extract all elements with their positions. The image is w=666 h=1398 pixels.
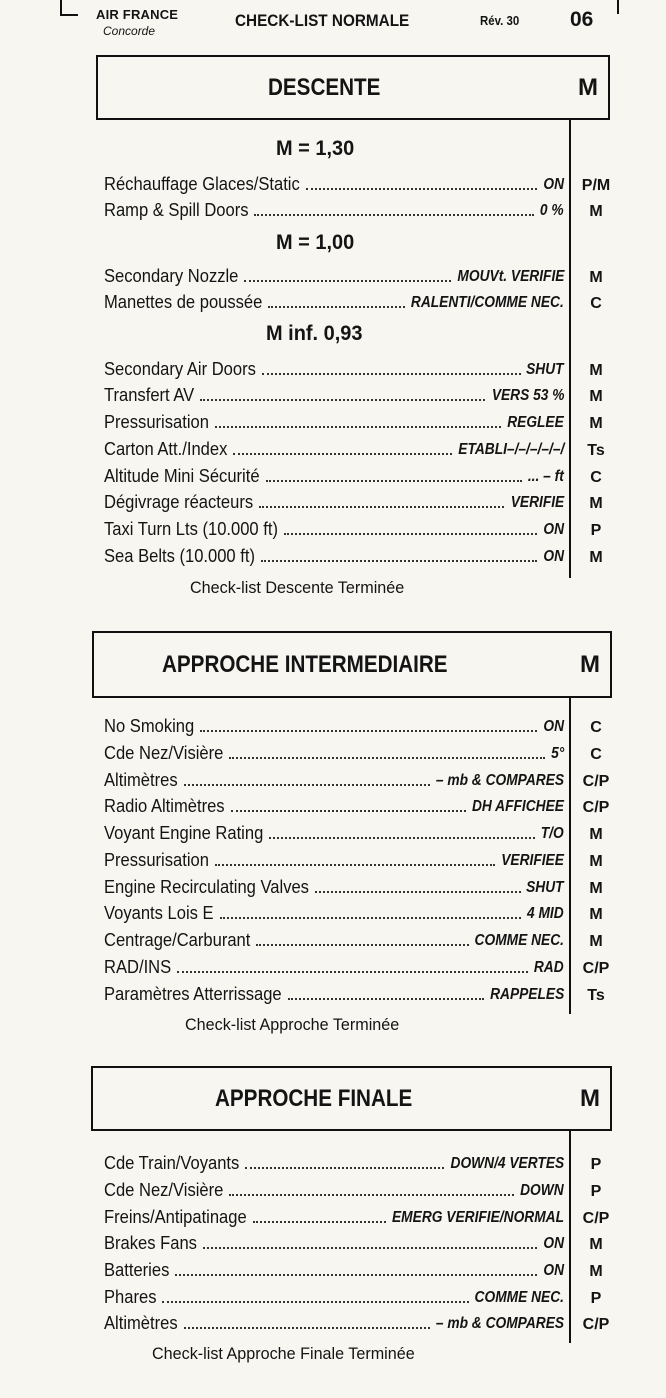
crop-mark-right bbox=[617, 0, 639, 14]
leader-dots bbox=[256, 944, 468, 946]
item-label: Brakes Fans bbox=[104, 1233, 197, 1253]
section-responsible: M bbox=[578, 73, 598, 101]
item-label: Batteries bbox=[104, 1260, 170, 1280]
item-responsible: M bbox=[589, 906, 603, 923]
checklist-item bbox=[104, 464, 602, 490]
item-responsible: Ts bbox=[587, 987, 605, 1004]
item-label: Voyant Engine Rating bbox=[104, 823, 264, 843]
item-responsible: M bbox=[589, 1263, 603, 1280]
section-footer: Check-list Approche Finale Terminée bbox=[152, 1344, 415, 1363]
item-value: RAPPELES bbox=[489, 986, 564, 1003]
section-responsible: M bbox=[580, 1084, 600, 1112]
checklist-item bbox=[104, 1285, 602, 1311]
checklist-item bbox=[104, 714, 602, 740]
item-label: Paramètres Atterrissage bbox=[104, 984, 282, 1004]
checklist-item bbox=[104, 1178, 602, 1204]
item-responsible: P bbox=[590, 522, 602, 539]
page-number: 06 bbox=[570, 8, 594, 31]
checklist-item bbox=[104, 410, 603, 436]
leader-dots bbox=[269, 837, 535, 839]
leader-dots bbox=[288, 998, 484, 1000]
item-responsible: P/M bbox=[581, 177, 611, 194]
item-value: DOWN bbox=[520, 1182, 564, 1199]
item-value: ON bbox=[543, 176, 564, 193]
item-value: DH AFFICHEE bbox=[472, 798, 564, 815]
leader-dots bbox=[254, 214, 534, 216]
leader-dots bbox=[268, 306, 405, 308]
item-label: Pressurisation bbox=[104, 412, 209, 432]
document-title: CHECK-LIST NORMALE bbox=[235, 11, 410, 30]
item-label: Altimètres bbox=[104, 1313, 178, 1333]
checklist-item bbox=[104, 357, 603, 383]
item-value: VERS 53 % bbox=[491, 387, 564, 404]
item-label: Radio Altimètres bbox=[104, 796, 225, 816]
checklist-item bbox=[104, 955, 610, 981]
leader-dots bbox=[184, 1327, 430, 1329]
leader-dots bbox=[306, 188, 538, 190]
item-responsible: M bbox=[589, 203, 603, 220]
item-responsible: M bbox=[589, 933, 603, 950]
column-divider bbox=[569, 120, 571, 578]
item-label: Phares bbox=[104, 1287, 157, 1307]
item-label: Sea Belts (10.000 ft) bbox=[104, 546, 255, 566]
item-label: Carton Att./Index bbox=[104, 439, 228, 459]
crop-mark-left bbox=[60, 0, 78, 16]
checklist-item bbox=[104, 490, 603, 516]
item-responsible: M bbox=[589, 362, 603, 379]
item-responsible: M bbox=[589, 495, 603, 512]
item-responsible: C bbox=[590, 719, 602, 736]
section-title: APPROCHE INTERMEDIAIRE bbox=[162, 650, 448, 678]
item-responsible: M bbox=[589, 549, 603, 566]
item-value: VERIFIEE bbox=[501, 852, 564, 869]
item-label: Pressurisation bbox=[104, 850, 209, 870]
checklist-item bbox=[104, 768, 610, 794]
checklist-item bbox=[104, 383, 603, 409]
item-responsible: M bbox=[589, 826, 603, 843]
leader-dots bbox=[244, 280, 451, 282]
item-value: ... – ft bbox=[528, 468, 564, 485]
item-responsible: C bbox=[590, 295, 602, 312]
section-title: DESCENTE bbox=[268, 73, 381, 101]
item-responsible: C bbox=[590, 746, 602, 763]
leader-dots bbox=[284, 533, 537, 535]
column-divider bbox=[569, 698, 571, 1014]
revision-label: Rév. 30 bbox=[480, 13, 520, 28]
checklist-item bbox=[104, 1258, 603, 1284]
section-header-approche-finale bbox=[91, 1066, 612, 1131]
item-label: Ramp & Spill Doors bbox=[104, 200, 249, 220]
item-responsible: C/P bbox=[582, 1316, 610, 1333]
leader-dots bbox=[266, 480, 523, 482]
section-title: APPROCHE FINALE bbox=[215, 1084, 413, 1112]
checklist-item bbox=[104, 1205, 610, 1231]
item-responsible: M bbox=[589, 853, 603, 870]
item-value: EMERG VERIFIE/NORMAL bbox=[391, 1209, 564, 1226]
checklist-item bbox=[104, 1151, 602, 1177]
item-value: RAD bbox=[534, 959, 564, 976]
checklist-item bbox=[104, 928, 603, 954]
item-responsible: P bbox=[590, 1290, 602, 1307]
leader-dots bbox=[261, 560, 537, 562]
item-label: Secondary Nozzle bbox=[104, 266, 239, 286]
item-label: No Smoking bbox=[104, 716, 195, 736]
aircraft-name: Concorde bbox=[103, 24, 156, 38]
item-value: 4 MID bbox=[527, 905, 564, 922]
item-value: MOUVt. VERIFIE bbox=[456, 268, 564, 285]
item-value: ON bbox=[543, 521, 564, 538]
item-value: ETABLI–/–/–/–/–/ bbox=[457, 441, 564, 458]
item-value: VERIFIE bbox=[510, 494, 564, 511]
item-label: Engine Recirculating Valves bbox=[104, 877, 309, 897]
checklist-item bbox=[104, 198, 603, 224]
leader-dots bbox=[215, 864, 495, 866]
item-label: RAD/INS bbox=[104, 957, 172, 977]
item-label: Transfert AV bbox=[104, 385, 195, 405]
airline-name: AIR FRANCE bbox=[96, 7, 179, 22]
leader-dots bbox=[229, 1194, 514, 1196]
item-responsible: M bbox=[589, 388, 603, 405]
leader-dots bbox=[315, 891, 521, 893]
checklist-item bbox=[104, 544, 603, 570]
item-value: ON bbox=[543, 1262, 564, 1279]
item-value: ON bbox=[543, 718, 564, 735]
item-responsible: C bbox=[590, 469, 602, 486]
leader-dots bbox=[215, 426, 501, 428]
item-value: T/O bbox=[541, 825, 564, 842]
checklist-item bbox=[104, 848, 603, 874]
leader-dots bbox=[262, 373, 521, 375]
item-value: SHUT bbox=[526, 361, 564, 378]
item-label: Altitude Mini Sécurité bbox=[104, 466, 260, 486]
section-header-approche-intermediaire bbox=[92, 631, 612, 698]
checklist-item bbox=[104, 821, 603, 847]
checklist-item bbox=[104, 517, 602, 543]
item-value: 5° bbox=[550, 745, 564, 762]
item-label: Réchauffage Glaces/Static bbox=[104, 174, 300, 194]
section-responsible: M bbox=[580, 650, 600, 678]
checklist-item bbox=[104, 1231, 603, 1257]
leader-dots bbox=[200, 730, 537, 732]
leader-dots bbox=[231, 810, 466, 812]
item-value: COMME NEC. bbox=[474, 1289, 564, 1306]
item-responsible: C/P bbox=[582, 773, 610, 790]
item-value: DOWN/4 VERTES bbox=[450, 1155, 564, 1172]
item-responsible: M bbox=[589, 880, 603, 897]
leader-dots bbox=[162, 1301, 468, 1303]
checklist-item bbox=[104, 982, 605, 1008]
leader-dots bbox=[184, 784, 430, 786]
item-value: 0 % bbox=[540, 202, 564, 219]
leader-dots bbox=[233, 453, 452, 455]
mach-subheader: M = 1,00 bbox=[276, 231, 355, 254]
item-label: Cde Nez/Visière bbox=[104, 1180, 224, 1200]
item-label: Voyants Lois E bbox=[104, 903, 214, 923]
item-label: Manettes de poussée bbox=[104, 292, 263, 312]
item-label: Cde Train/Voyants bbox=[104, 1153, 240, 1173]
checklist-item bbox=[104, 437, 605, 463]
section-footer: Check-list Approche Terminée bbox=[185, 1015, 400, 1034]
checklist-item bbox=[104, 172, 611, 198]
item-responsible: Ts bbox=[587, 442, 605, 459]
mach-subheader: M = 1,30 bbox=[276, 137, 355, 160]
item-value: – mb & COMPARES bbox=[435, 772, 564, 789]
item-value: ON bbox=[543, 548, 564, 565]
item-value: SHUT bbox=[526, 879, 564, 896]
item-responsible: M bbox=[589, 415, 603, 432]
item-responsible: M bbox=[589, 1236, 603, 1253]
checklist-item bbox=[104, 1311, 610, 1337]
leader-dots bbox=[220, 917, 522, 919]
item-responsible: C/P bbox=[582, 799, 610, 816]
checklist-item bbox=[104, 290, 602, 316]
item-responsible: P bbox=[590, 1156, 602, 1173]
section-header-descente bbox=[96, 55, 610, 120]
leader-dots bbox=[203, 1247, 537, 1249]
item-responsible: C/P bbox=[582, 960, 610, 977]
leader-dots bbox=[245, 1167, 444, 1169]
section-footer: Check-list Descente Terminée bbox=[190, 578, 405, 597]
item-label: Secondary Air Doors bbox=[104, 359, 256, 379]
item-value: COMME NEC. bbox=[474, 932, 564, 949]
item-label: Dégivrage réacteurs bbox=[104, 492, 254, 512]
mach-subheader: M inf. 0,93 bbox=[266, 322, 363, 345]
item-responsible: P bbox=[590, 1183, 602, 1200]
item-responsible: M bbox=[589, 269, 603, 286]
leader-dots bbox=[259, 506, 504, 508]
column-divider bbox=[569, 1131, 571, 1343]
item-responsible: C/P bbox=[582, 1210, 610, 1227]
leader-dots bbox=[229, 757, 544, 759]
leader-dots bbox=[253, 1221, 386, 1223]
leader-dots bbox=[175, 1274, 537, 1276]
checklist-item bbox=[104, 794, 610, 820]
leader-dots bbox=[200, 399, 485, 401]
item-label: Centrage/Carburant bbox=[104, 930, 251, 950]
checklist-item bbox=[104, 741, 602, 767]
item-label: Taxi Turn Lts (10.000 ft) bbox=[104, 519, 278, 539]
checklist-item bbox=[104, 901, 603, 927]
leader-dots bbox=[177, 971, 528, 973]
item-label: Cde Nez/Visière bbox=[104, 743, 224, 763]
checklist-item bbox=[104, 264, 603, 290]
item-value: ON bbox=[543, 1235, 564, 1252]
item-value: – mb & COMPARES bbox=[435, 1315, 564, 1332]
item-label: Freins/Antipatinage bbox=[104, 1207, 247, 1227]
item-label: Altimètres bbox=[104, 770, 178, 790]
checklist-item bbox=[104, 875, 603, 901]
item-value: REGLEE bbox=[507, 414, 564, 431]
item-value: RALENTI/COMME NEC. bbox=[411, 294, 564, 311]
